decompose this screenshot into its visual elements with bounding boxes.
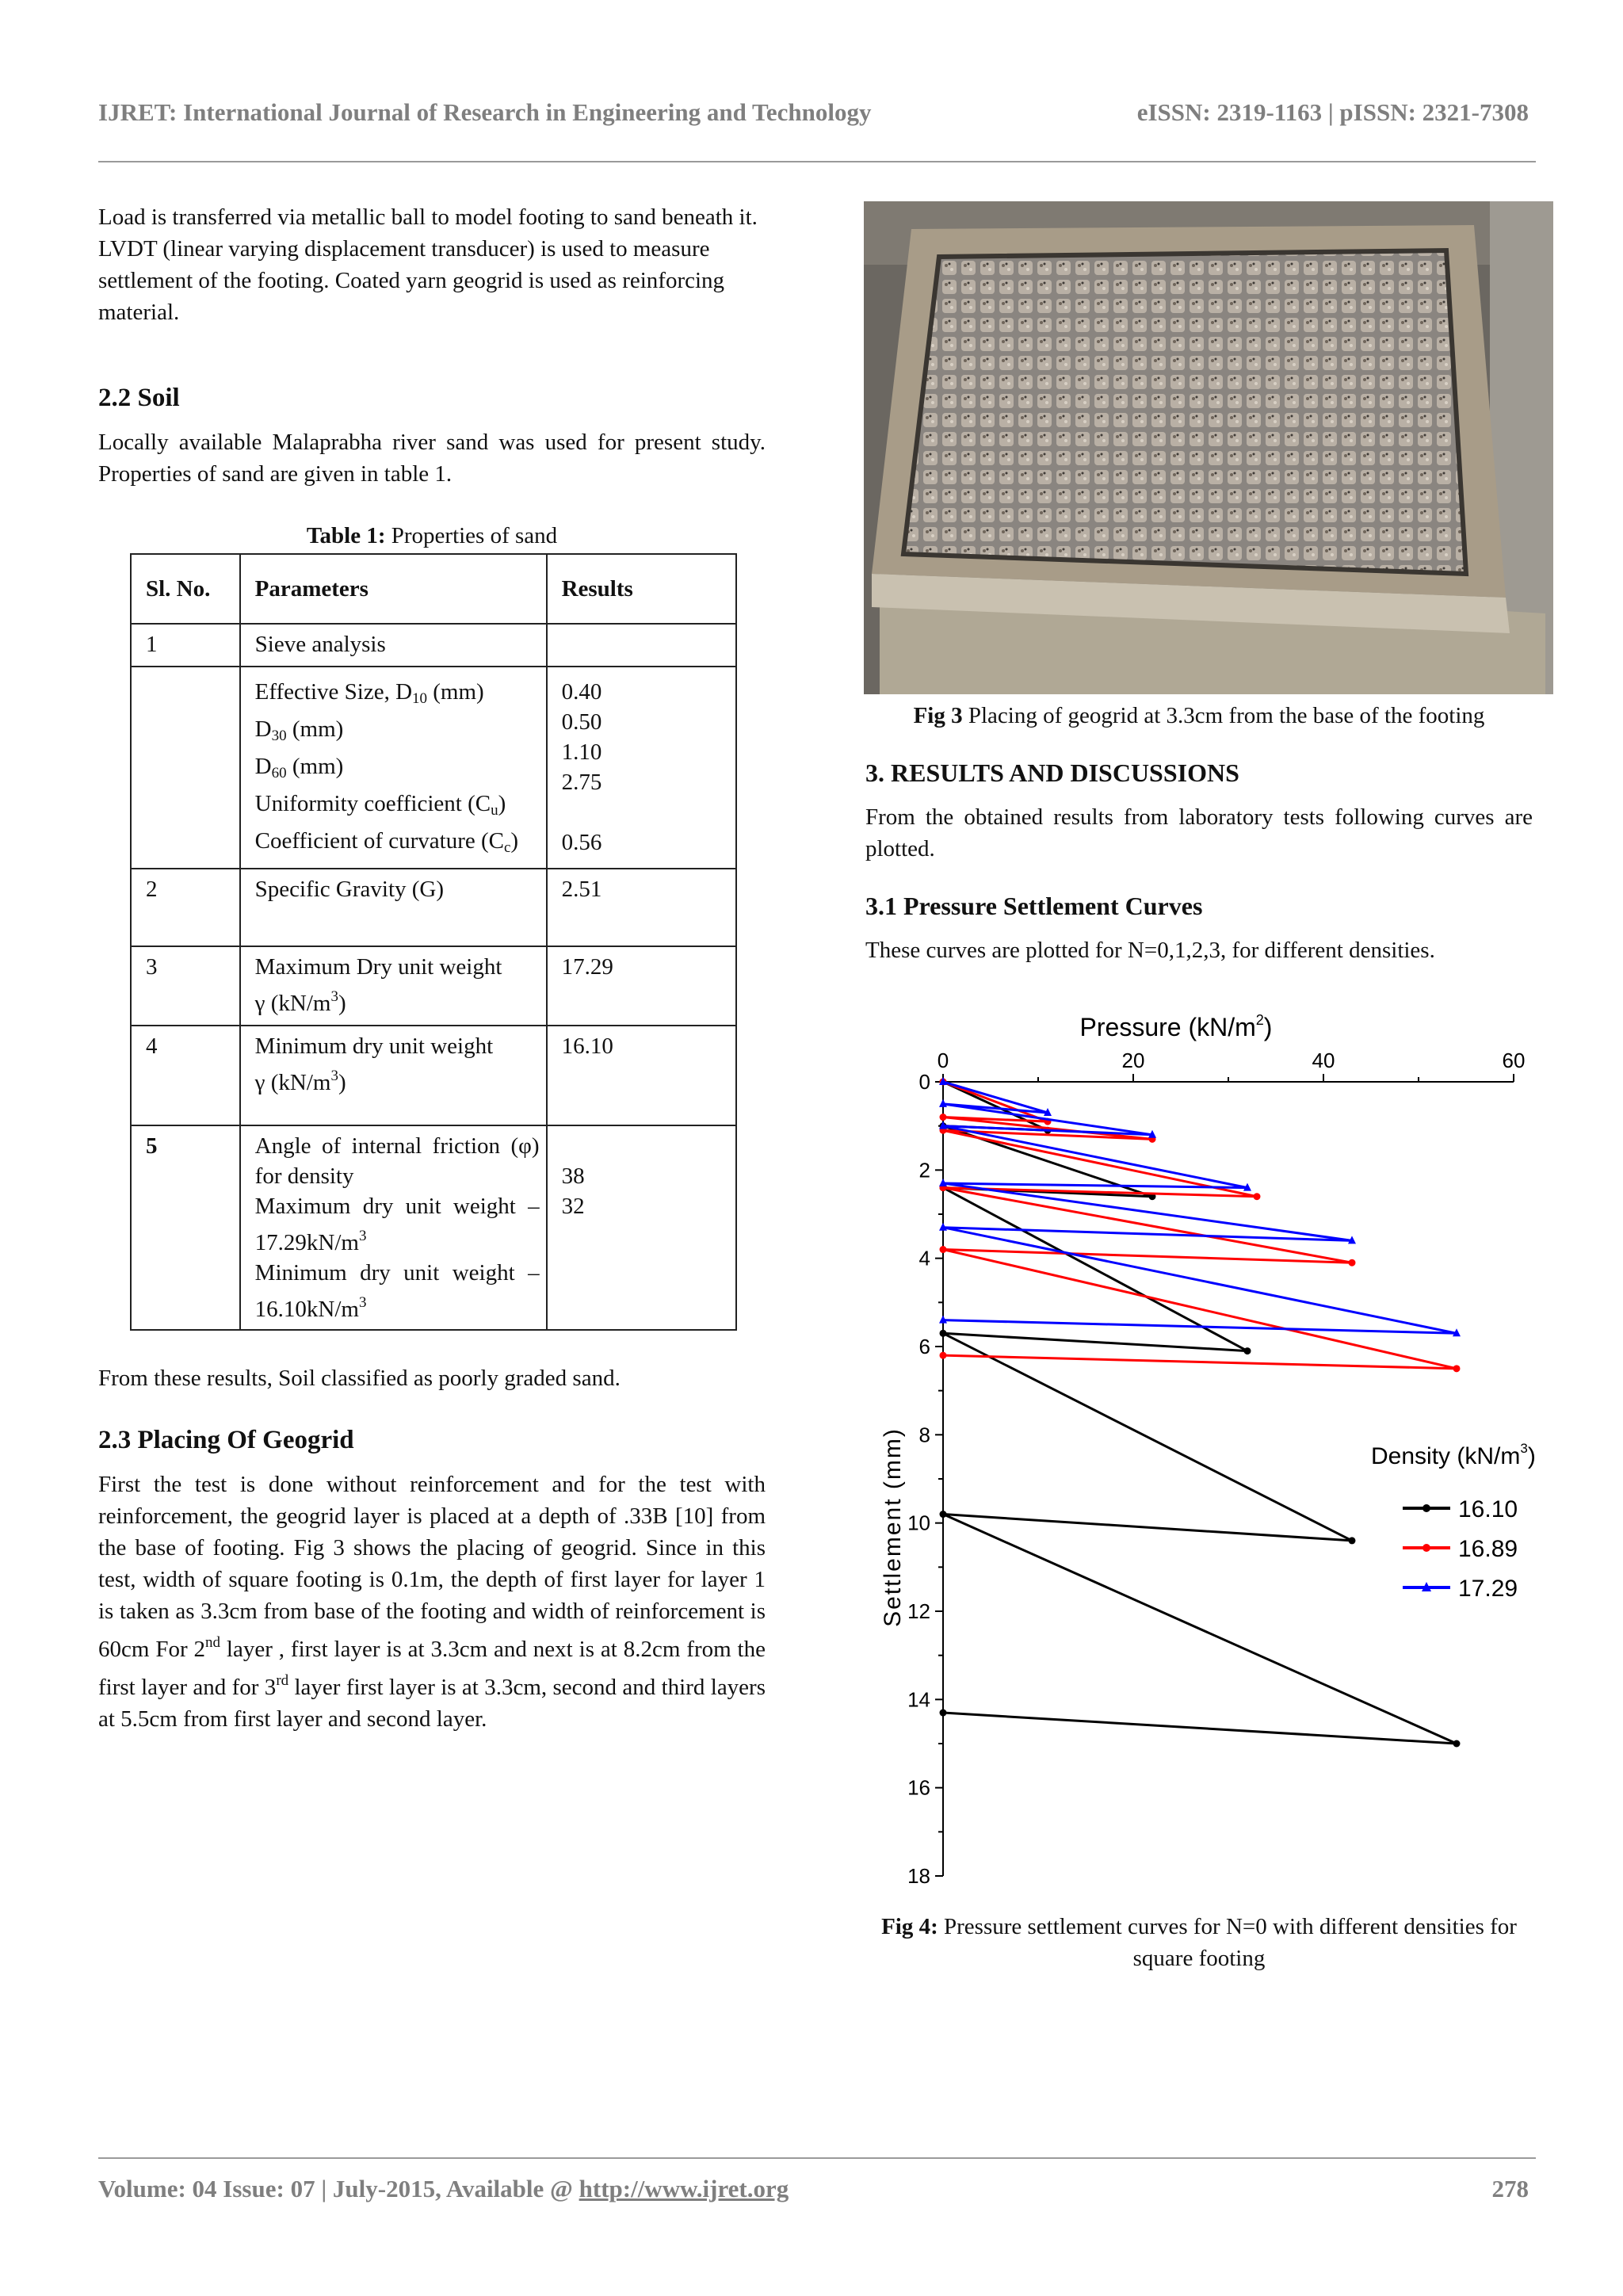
header-results: Results [547, 554, 736, 624]
row-no: 2 [131, 869, 240, 946]
intro-paragraph: Load is transferred via metallic ball to model footing to sand beneath it. LVDT (linear varying displacement transducer) is used to measure settlement of the footing. Coated yarn geogrid is used as reinforcing material. [98, 204, 758, 325]
left-column [98, 201, 766, 1735]
section-2-3-heading: 2.3 Placing Of Geogrid [98, 1426, 354, 1454]
header-sl-no: Sl. No. [131, 554, 240, 624]
sieve-results [547, 667, 736, 869]
x-tick-label: 0 [937, 1049, 949, 1072]
chart-legend [1371, 1441, 1536, 1602]
data-point [1349, 1259, 1356, 1266]
d10-value: 0.40 [561, 679, 602, 705]
volume-info: Volume: 04 Issue: 07 | July-2015, Available @ http://www.ijret.org [98, 2175, 789, 2202]
row-val [547, 624, 736, 667]
row-no: 1 [131, 624, 240, 667]
y-tick-label: 16 [907, 1775, 930, 1800]
row-no [131, 667, 240, 869]
row-val: 38 32 [547, 1125, 736, 1330]
y-axis-label: Settlement (mm) [880, 1427, 906, 1627]
legend-marker [1423, 1504, 1430, 1512]
classification-paragraph: From these results, Soil classified as poorly graded sand. [98, 1366, 621, 1391]
table-1-caption [98, 520, 766, 552]
pressure-settlement-chart [865, 988, 1536, 1908]
data-point [1244, 1347, 1251, 1354]
y-tick-label: 14 [907, 1687, 930, 1712]
data-point [1349, 1537, 1356, 1544]
table-caption-label: Table 1: [306, 523, 386, 548]
row-param: Minimum dry unit weight γ $(kN/m^3)$ [240, 1026, 547, 1125]
cc-value: 0.56 [561, 830, 602, 855]
chart-series [939, 1077, 1461, 1748]
fig-4-caption: Fig 4: Pressure settlement curves for N=0 with different densities for square footing [881, 1914, 1517, 1971]
x-tick-label: 60 [1502, 1049, 1526, 1072]
cc-label: Coefficient of curvature $(C_c)$ [254, 828, 519, 856]
data-point [940, 1114, 947, 1121]
footer-rule [98, 2157, 1536, 2159]
row-val: 2.51 [547, 869, 736, 946]
header-parameters: Parameters [240, 554, 547, 624]
row-param: Specific Gravity (G) [240, 869, 547, 946]
chart-title: Pressure $(kN/m^2)$ [1079, 1012, 1273, 1041]
data-point [1254, 1193, 1261, 1200]
row-param: Maximum Dry unit weight γ $(kN/m^3)$ [240, 946, 547, 1026]
journal-link[interactable]: http://www.ijret.org [579, 2175, 789, 2202]
legend-label: 16.89 [1458, 1536, 1518, 1562]
d30-label: $D_{30}$ (mm) [254, 716, 344, 744]
table-row [131, 667, 736, 869]
data-point [940, 1710, 947, 1717]
data-point [940, 1352, 947, 1359]
table-header-row [131, 554, 736, 624]
x-tick-label: 40 [1312, 1049, 1335, 1072]
results-paragraph: From the obtained results from laboratory tests following curves are plotted. [865, 804, 1533, 861]
data-point [940, 1511, 947, 1518]
legend-label: 16.10 [1458, 1496, 1518, 1522]
data-point [1453, 1365, 1461, 1372]
row-param: Sieve analysis [240, 624, 547, 667]
row-no: 5 [131, 1125, 240, 1330]
y-tick-label: 2 [918, 1158, 930, 1182]
y-tick-label: 10 [907, 1511, 930, 1535]
table-row [131, 869, 736, 946]
y-tick-label: 8 [918, 1423, 930, 1447]
page-number: 278 [1491, 2175, 1529, 2202]
series-17.29 [939, 1077, 1461, 1336]
legend-marker [1423, 1544, 1430, 1552]
section-3-1-heading: 3.1 Pressure Settlement Curves [865, 892, 1203, 920]
geogrid-photo [864, 201, 1553, 694]
soil-paragraph: Locally available Malaprabha river sand was used for present study. Properties of sand are given in table 1. [98, 430, 766, 487]
sieve-parameters [240, 667, 547, 869]
section-3-heading: 3. RESULTS AND DISCUSSIONS [865, 758, 1239, 787]
right-column [865, 201, 1536, 1974]
cu-label: Uniformity coefficient $(C_u)$ [254, 791, 506, 819]
d60-label: $D_{60}$ (mm) [254, 754, 344, 781]
psc-paragraph: These curves are plotted for N=0,1,2,3, for different densities. [865, 938, 1435, 963]
y-tick-label: 6 [918, 1335, 930, 1358]
data-point [940, 1246, 947, 1253]
fig-3-caption: Fig 3 Placing of geogrid at 3.3cm from the base of the footing [913, 703, 1485, 728]
data-point [940, 1330, 947, 1337]
data-point [1453, 1740, 1461, 1748]
table-row [131, 1125, 736, 1330]
section-2-2-heading: 2.2 Soil [98, 384, 180, 412]
table-caption-text: Properties of sand [391, 523, 558, 548]
y-tick-label: 18 [907, 1864, 930, 1888]
y-tick-label: 12 [907, 1599, 930, 1623]
series-line [943, 1082, 1457, 1744]
x-tick-label: 20 [1121, 1049, 1145, 1072]
row-no: 3 [131, 946, 240, 1026]
header-rule [98, 161, 1536, 162]
issn: eISSN: 2319-1163 | pISSN: 2321-7308 [1136, 98, 1529, 126]
y-tick-label: 0 [918, 1070, 930, 1094]
row-val: 17.29 [547, 946, 736, 1026]
properties-table [130, 553, 737, 1331]
journal-title: IJRET: International Journal of Research in Engineering and Technology [98, 98, 872, 126]
legend-label: 17.29 [1458, 1576, 1518, 1602]
geogrid-paragraph: First the test is done without reinforcement and for the test with reinforcement, the geogrid layer is placed at a depth of .33B [10] from the base of footing. Fig 3 shows the placing of geogrid. Since in this test, width of square footing is 0.1m, the depth of first layer for layer 1 is taken as 3.3cm from base of the footing and width of reinforcement is 60cm For 2nd layer , first layer is at 3.3cm and next is at 8.2cm from the first layer and for 3rd layer first layer is at 3.3cm, second and third layers at 5.5cm from first layer and second layer. [98, 1472, 766, 1732]
table-row [131, 624, 736, 667]
table-row [131, 946, 736, 1026]
legend-title: Density $(kN/m^3)$ [1371, 1441, 1536, 1469]
y-tick-label: 4 [918, 1246, 930, 1270]
cu-value: 2.75 [561, 770, 602, 795]
d30-value: 0.50 [561, 709, 602, 735]
row-val: 16.10 [547, 1026, 736, 1125]
table-row [131, 1026, 736, 1125]
row-no: 4 [131, 1026, 240, 1125]
series-16.89 [940, 1079, 1461, 1373]
row-param: Angle of internal friction (φ) for density Maximum dry unit weight – $17.29kN/m^3$ Minimum dry unit weight – $16.10kN/m^3$ [240, 1125, 547, 1330]
d60-value: 1.10 [561, 739, 602, 765]
d10-label: Effective Size, $D_{10}$ (mm) [254, 679, 484, 707]
